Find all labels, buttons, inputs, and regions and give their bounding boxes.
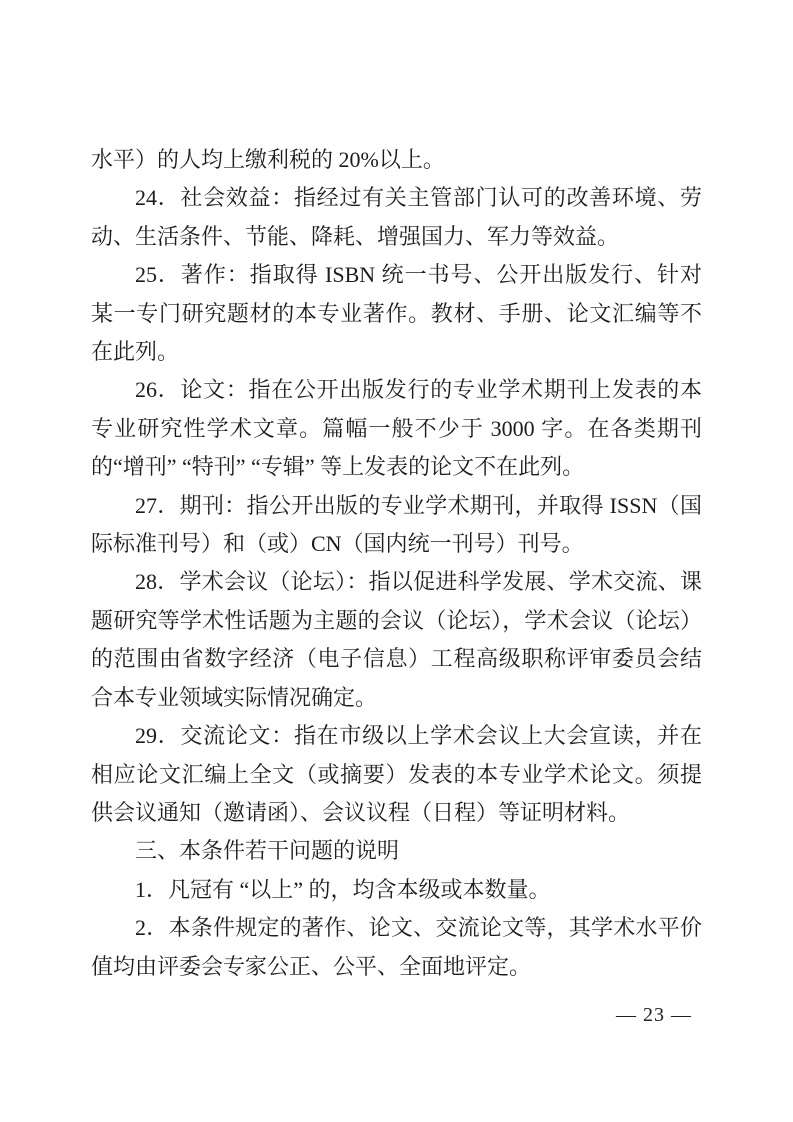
paragraph-item-24: 24．社会效益：指经过有关主管部门认可的改善环境、劳动、生活条件、节能、降耗、增强国力、军力等效益。 (91, 185, 702, 249)
note-item-1: 1．凡冠有 “以上” 的，均含本级或本数量。 (135, 876, 551, 902)
paragraph-item-28: 28．学术会议（论坛）：指以促进科学发展、学术交流、课题研究等学术性话题为主题的会议（论坛），学术会议（论坛）的范围由省数字经济（电子信息）工程高级职称评审委员会结合本专业领域实际情况确定。 (91, 569, 702, 710)
paragraph-item-26: 26．论文：指在公开出版发行的专业学术期刊上发表的本专业研究性学术文章。篇幅一般不少于 3000 字。在各类期刊的“增刊” “特刊” “专辑” 等上发表的论文不在此列。 (91, 377, 702, 480)
paragraph-item-29: 29．交流论文：指在市级以上学术会议上大会宣读，并在相应论文汇编上全文（或摘要）发表的本专业学术论文。须提供会议通知（邀请函）、会议议程（日程）等证明材料。 (91, 723, 702, 825)
paragraph-item-27: 27．期刊：指公开出版的专业学术期刊，并取得 ISSN（国际标准刊号）和（或）CN（国内统一刊号）刊号。 (91, 492, 702, 557)
paragraph-item-25: 25．著作：指取得 ISBN 统一书号、公开出版发行、针对某一专门研究题材的本专业著作。教材、手册、论文汇编等不在此列。 (91, 262, 702, 365)
page-number: — 23 — (616, 1004, 692, 1026)
note-item-2: 2．本条件规定的著作、论文、交流论文等，其学术水平价值均由评委会专家公正、公平、全面地评定。 (91, 915, 702, 979)
section-heading-three: 三、本条件若干问题的说明 (135, 838, 400, 864)
document-body (91, 141, 702, 986)
paragraph-continuation: 水平）的人均上缴利税的 20%以上。 (91, 147, 445, 172)
